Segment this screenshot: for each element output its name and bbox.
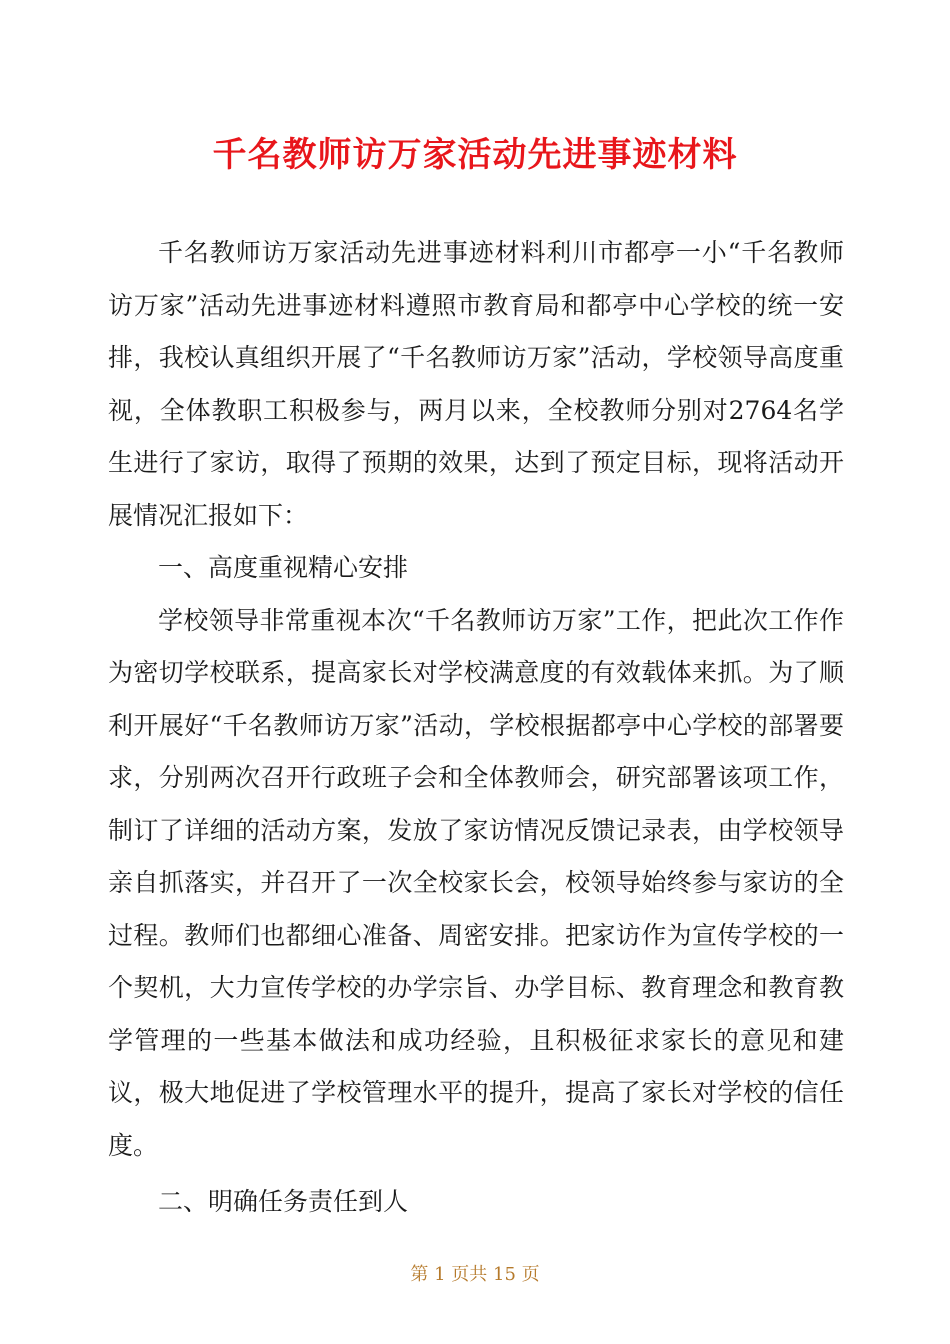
section-2-heading: 二、明确任务责任到人: [158, 1187, 409, 1216]
document-body: [108, 227, 844, 1229]
document-title: 千名教师访万家活动先进事迹材料: [212, 134, 738, 175]
section-1-heading: 一、高度重视精心安排: [158, 553, 409, 582]
section-1-paragraph: 学校领导非常重视本次“千名教师访万家”工作，把此次工作作为密切学校联系，提高家长对学校满意度的有效载体来抓。为了顺利开展好“千名教师访万家”活动，学校根据都亭中心学校的部署要求，分别两次召开行政班子会和全体教师会，研究部署该项工作，制订了详细的活动方案，发放了家访情况反馈记录表，由学校领导亲自抓落实，并召开了一次全校家长会，校领导始终参与家访的全过程。教师们也都细心准备、周密安排。把家访作为宣传学校的一个契机，大力宣传学校的办学宗旨、办学目标、教育理念和教育教学管理的一些基本做法和成功经验，且积极征求家长的意见和建议，极大地促进了学校管理水平的提升，提高了家长对学校的信任度。: [108, 605, 844, 1160]
page-number-footer: 第 1 页共 15 页: [410, 1264, 540, 1285]
intro-paragraph: 千名教师访万家活动先进事迹材料利川市都亭一小“千名教师访万家”活动先进事迹材料遵照市教育局和都亭中心学校的统一安排，我校认真组织开展了“千名教师访万家”活动，学校领导高度重视，全体教职工积极参与，两月以来，全校教师分别对2764名学生进行了家访，取得了预期的效果，达到了预定目标，现将活动开展情况汇报如下：: [108, 238, 844, 530]
